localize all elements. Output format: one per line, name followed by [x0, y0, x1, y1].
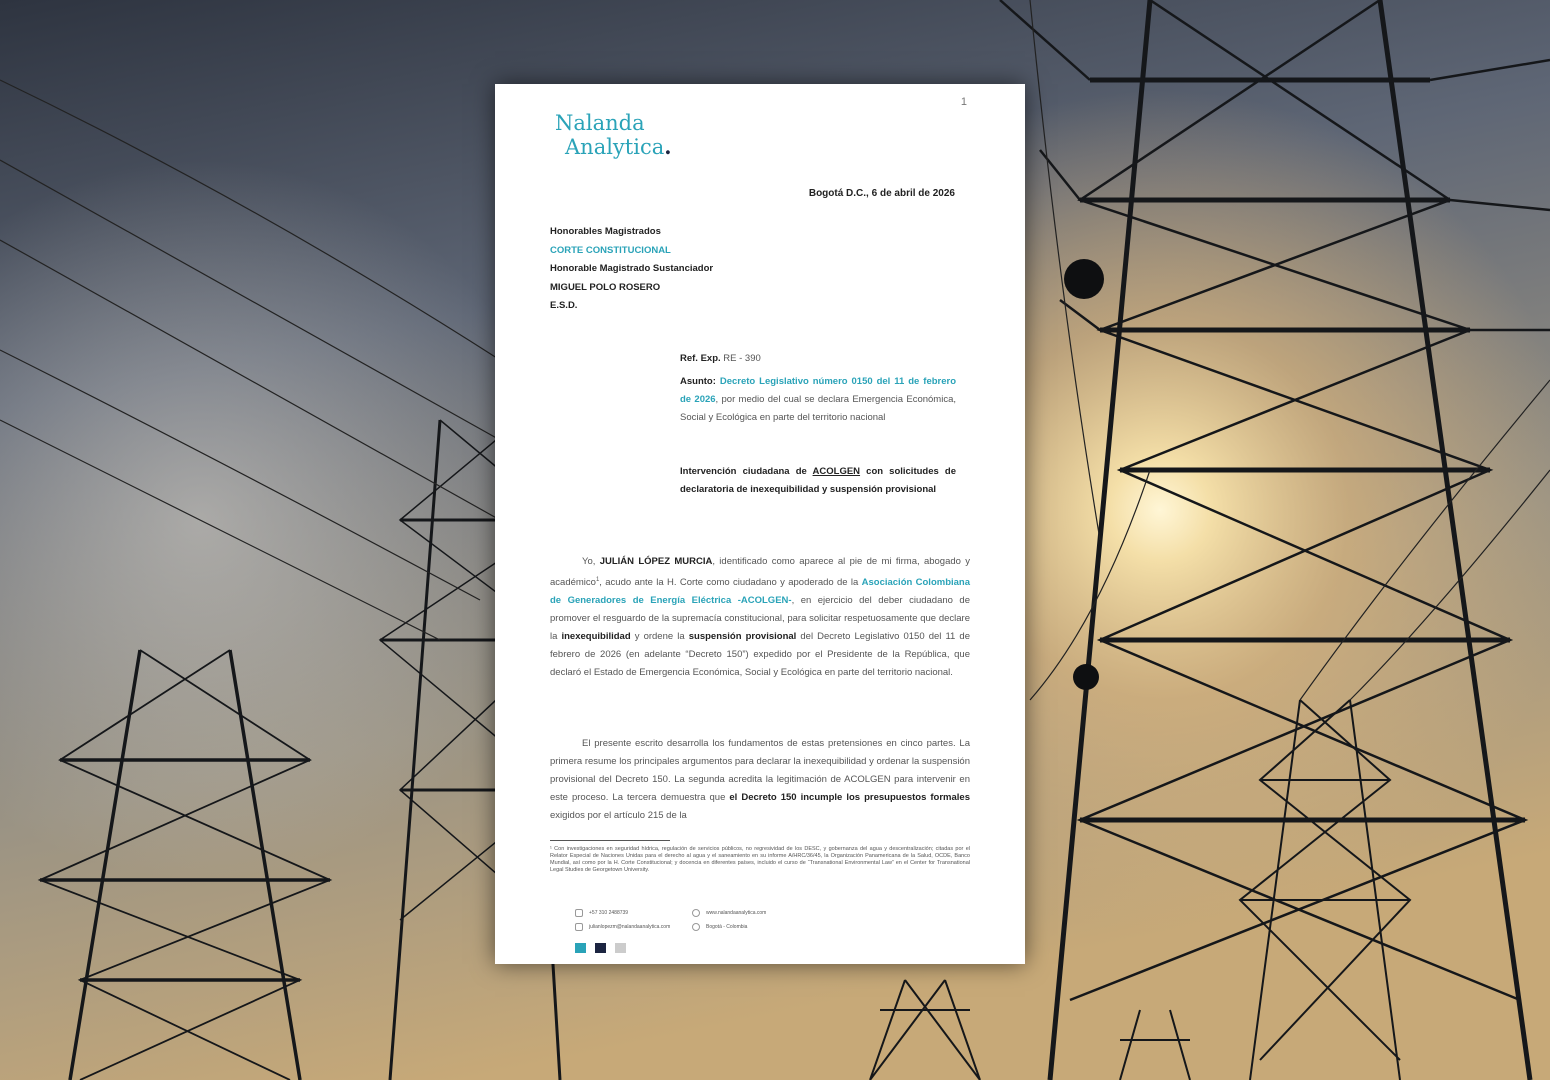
logo-line-1: Nalanda — [555, 111, 645, 135]
nalanda-analytica-logo — [555, 112, 672, 159]
intervention-org: ACOLGEN — [812, 466, 861, 477]
subject-label: Asunto: — [680, 376, 716, 387]
p1-text: del Decreto Legislativo 0150 del 11 de febrero de 2026 (en adelante “Decreto 150”) expedido por el Presidente de la República, que declaró el Estado de Emergencia Económica, Social y Ecológica en parte del territorio nacional. — [550, 631, 970, 679]
intervention-title — [680, 463, 956, 499]
paragraph-1 — [550, 553, 970, 682]
footnote-ref: 1 — [595, 577, 600, 583]
location-pin-icon — [692, 909, 700, 917]
document-page — [495, 84, 1025, 964]
logo-line-2 — [555, 135, 672, 159]
letter-date: Bogotá D.C., 6 de abril de 2026 — [808, 188, 955, 199]
footnote: ¹ Con investigaciones en seguridad hídrica, regulación de servicios públicos, no regresividad de los DESC, y gobernanza del agua y descentralización; citadas por el Relator Especial de Naciones Unidas para el derecho al agua y el saneamiento en su informe A/HRC/36/45, la Organización Panamericana de la Salud, OCDE, Banco Mundial, así como por la H. Corte Constitucional; y docencia en diferentes países, incluido el curso de “Transnational Environmental Law” en el Center for Transnational Legal Studies de Georgetown University. — [550, 846, 970, 873]
p1-text: , en ejercicio del deber ciudadano de promover el resguardo de la supremacía constitucional, para solicitar respetuosamente que declare la — [550, 595, 970, 643]
globe-icon — [692, 923, 700, 931]
subject-decree: Decreto Legislativo número 0150 del 11 de febrero de 2026 — [680, 376, 957, 405]
addressee-block — [550, 223, 713, 316]
ref-label: Ref. Exp. — [680, 353, 721, 364]
logo-line-2-text: Analytica — [565, 135, 665, 159]
p1-text: Yo, — [582, 556, 600, 567]
contact-right — [692, 906, 766, 934]
intervention-text: con solicitudes de declaratoria de inexequibilidad y suspensión provisional — [680, 466, 956, 495]
p2-text: El presente escrito desarrolla los fundamentos de estas pretensiones en cinco partes. La primera resume los principales argumentos para declarar la inexequibilidad y ordenar la suspensión provisional del Decreto 150. La segunda acredita la legitimación de ACOLGEN para intervenir en este proceso. La tercera demuestra que — [550, 738, 970, 803]
association-name: Asociación Colombiana de Generadores de Energía Eléctrica -ACOLGEN- — [550, 577, 971, 607]
paragraph-2 — [550, 735, 970, 825]
contact-email: julianlopezm@nalandaanalytica.com — [589, 924, 671, 930]
color-swatch — [615, 943, 626, 953]
logo-dot: . — [664, 134, 672, 159]
footnote-divider — [550, 840, 670, 841]
intervention-text: Intervención ciudadana de — [680, 466, 813, 477]
p1-text: , acudo ante la H. Corte como ciudadano y apoderado de la — [599, 577, 862, 589]
page-number: 1 — [960, 96, 967, 108]
p2-bold: el Decreto 150 incumple los presupuestos formales — [729, 792, 970, 803]
subject-block — [680, 373, 956, 427]
ref-value: RE - 390 — [723, 353, 761, 364]
author-name: JULIÁN LÓPEZ MURCIA — [599, 556, 713, 567]
contact-phone: +57 310 2488739 — [589, 910, 629, 916]
inexequibilidad-bold: inexequibilidad — [561, 631, 631, 643]
contact-location: Bogotá - Colombia — [706, 924, 748, 930]
p2-text: exigidos por el artículo 215 de la — [550, 810, 687, 821]
contact-web: www.nalandaanalytica.com — [706, 910, 767, 916]
addressee-court: CORTE CONSTITUCIONAL — [550, 244, 671, 256]
color-swatch — [575, 943, 586, 953]
email-icon — [575, 923, 583, 931]
p1-text: y ordene la — [630, 631, 689, 643]
addressee-line: Honorables Magistrados — [550, 226, 661, 237]
p1-text: , identificado como aparece al pie de mi firma, abogado y académico — [550, 556, 970, 589]
addressee-magistrate: MIGUEL POLO ROSERO — [550, 281, 661, 293]
contact-left — [575, 906, 670, 934]
addressee-line: Honorable Magistrado Sustanciador — [550, 263, 714, 274]
addressee-esd: E.S.D. — [550, 300, 578, 311]
reference-line — [680, 350, 956, 368]
suspension-bold: suspensión provisional — [688, 631, 797, 643]
color-swatch — [595, 943, 606, 953]
phone-icon — [575, 909, 583, 917]
subject-text: , por medio del cual se declara Emergencia Económica, Social y Ecológica en parte del territorio nacional — [680, 394, 956, 423]
